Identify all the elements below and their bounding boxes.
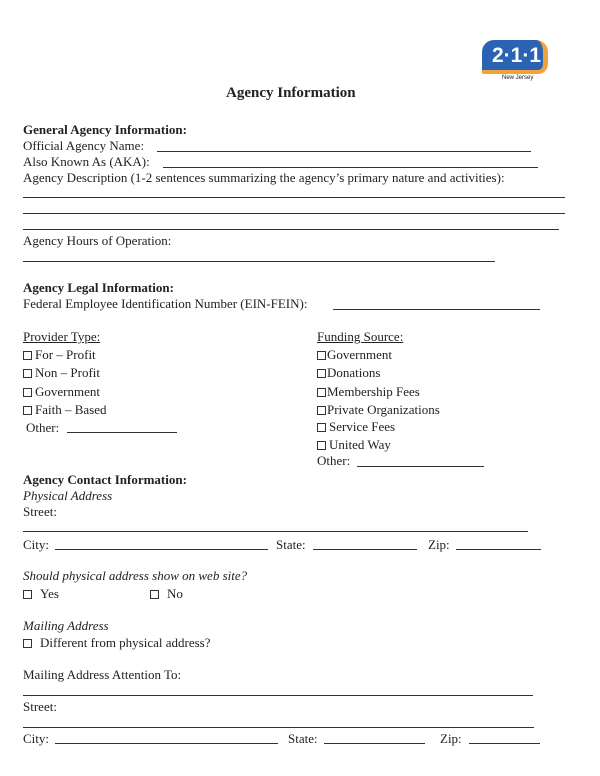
description-line-2[interactable] <box>23 213 565 214</box>
logo-subtext: New Jersey <box>502 75 534 81</box>
mail-city-label: City: <box>23 731 50 746</box>
checkbox-icon[interactable] <box>317 406 326 415</box>
funding-option[interactable]: Service Fees <box>317 419 395 435</box>
logo-text: 2·1·1 <box>492 44 542 67</box>
contact-heading: Agency Contact Information: <box>23 472 187 487</box>
mail-zip-label: Zip: <box>440 731 462 746</box>
logo-badge <box>482 40 548 74</box>
general-heading: General Agency Information: <box>23 122 187 137</box>
yes-option[interactable]: Yes <box>23 586 59 602</box>
legal-heading: Agency Legal Information: <box>23 280 174 295</box>
provider-other-field[interactable] <box>67 432 177 433</box>
checkbox-icon[interactable] <box>317 423 326 432</box>
different-address-option[interactable]: Different from physical address? <box>23 635 211 651</box>
page-title: Agency Information <box>226 85 356 101</box>
checkbox-icon[interactable] <box>317 351 326 360</box>
description-line-1[interactable] <box>23 197 565 198</box>
checkbox-icon[interactable] <box>23 369 32 378</box>
checkbox-icon[interactable] <box>23 351 32 360</box>
attention-label: Mailing Address Attention To: <box>23 667 182 682</box>
checkbox-icon[interactable] <box>23 590 32 599</box>
mail-street-label: Street: <box>23 699 57 714</box>
ein-label: Federal Employee Identification Number (EIN-FEIN): <box>23 296 308 311</box>
checkbox-icon[interactable] <box>317 369 326 378</box>
zip-label: Zip: <box>428 537 450 552</box>
hours-field[interactable] <box>23 261 495 262</box>
provider-option[interactable]: Faith – Based <box>23 402 107 418</box>
provider-option[interactable]: Non – Profit <box>23 365 100 381</box>
city-field[interactable] <box>55 549 268 550</box>
funding-option[interactable]: United Way <box>317 437 391 453</box>
description-label: Agency Description (1-2 sentences summarizing the agency’s primary nature and activities): <box>23 170 505 185</box>
mail-zip-field[interactable] <box>469 743 540 744</box>
checkbox-icon[interactable] <box>317 388 326 397</box>
mail-street-field[interactable] <box>23 727 534 728</box>
mailing-address-heading: Mailing Address <box>23 618 109 633</box>
attention-field[interactable] <box>23 695 533 696</box>
description-line-3[interactable] <box>23 229 559 230</box>
official-name-label: Official Agency Name: <box>23 138 145 153</box>
mail-city-field[interactable] <box>55 743 278 744</box>
provider-option[interactable]: Government <box>23 384 100 400</box>
funding-option[interactable]: Membership Fees <box>317 384 420 400</box>
aka-label: Also Known As (AKA): <box>23 154 150 169</box>
checkbox-icon[interactable] <box>150 590 159 599</box>
funding-option[interactable]: Government <box>317 347 392 363</box>
checkbox-icon[interactable] <box>23 639 32 648</box>
funding-heading: Funding Source: <box>317 329 404 344</box>
city-label: City: <box>23 537 50 552</box>
provider-other-label: Other: <box>26 420 60 435</box>
funding-option[interactable]: Private Organizations <box>317 402 440 418</box>
funding-option[interactable]: Donations <box>317 365 380 381</box>
mail-state-field[interactable] <box>324 743 425 744</box>
street-label: Street: <box>23 504 57 519</box>
checkbox-icon[interactable] <box>23 406 32 415</box>
checkbox-icon[interactable] <box>23 388 32 397</box>
checkbox-icon[interactable] <box>317 441 326 450</box>
logo-211-new-jersey <box>478 40 554 86</box>
physical-address-heading: Physical Address <box>23 488 113 503</box>
zip-field[interactable] <box>456 549 541 550</box>
street-field[interactable] <box>23 531 528 532</box>
funding-other-field[interactable] <box>357 466 484 467</box>
hours-label: Agency Hours of Operation: <box>23 233 172 248</box>
official-name-field[interactable] <box>157 151 531 152</box>
aka-field[interactable] <box>163 167 538 168</box>
mail-state-label: State: <box>288 731 318 746</box>
no-option[interactable]: No <box>150 586 183 602</box>
state-field[interactable] <box>313 549 417 550</box>
ein-field[interactable] <box>333 309 540 310</box>
provider-heading: Provider Type: <box>23 329 101 344</box>
funding-other-label: Other: <box>317 453 351 468</box>
state-label: State: <box>276 537 306 552</box>
show-address-question: Should physical address show on web site? <box>23 568 248 583</box>
provider-option[interactable]: For – Profit <box>23 347 96 363</box>
